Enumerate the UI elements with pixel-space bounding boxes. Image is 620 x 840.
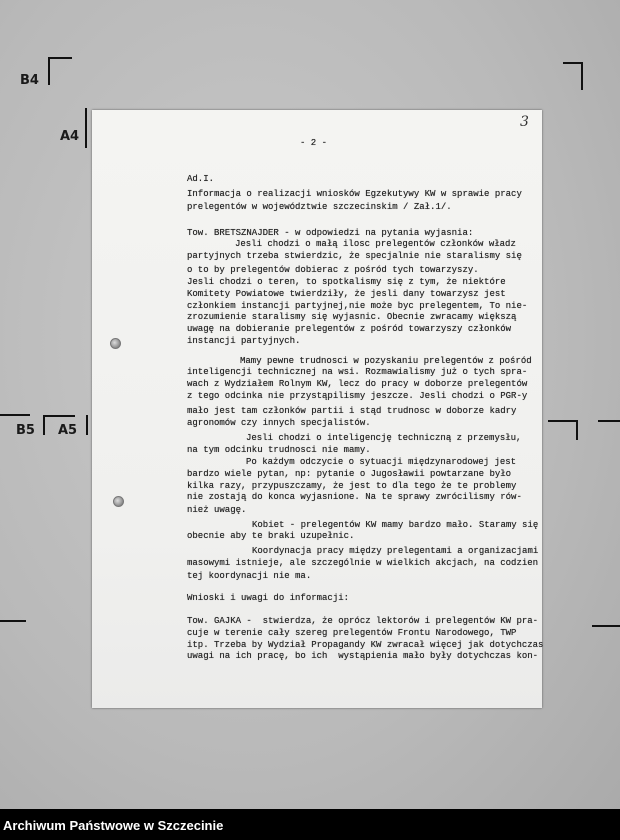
marker-b5: B5	[16, 423, 35, 438]
text-line: Jesli chodzi o inteligencję techniczną z przemysłu,	[246, 433, 522, 443]
text-line: inteligencji technicznej na wsi. Rozmawialismy już o tych spra-	[187, 367, 528, 377]
text-line: Komitety Powiatowe twierdziły, że jesli dany towarzysz jest	[187, 289, 506, 299]
handwritten-page-number: 3	[520, 114, 529, 130]
document-page	[92, 110, 542, 708]
marker-b4: B4	[20, 73, 39, 88]
footer-bar	[0, 809, 620, 840]
text-line: o to by prelegentów dobierac z pośród tych towarzyszy.	[187, 265, 479, 275]
text-line: cuje w terenie cały szereg prelegentów Frontu Narodowego, TWP	[187, 628, 517, 638]
text-line: Jesli chodzi o teren, to spotkalismy się z tym, że niektóre	[187, 277, 506, 287]
crop-mark	[48, 57, 72, 59]
punch-hole-icon	[113, 496, 124, 507]
text-line: Wnioski i uwagi do informacji:	[187, 593, 350, 603]
crop-mark	[0, 620, 26, 622]
archive-name: Archiwum Państwowe w Szczecinie	[3, 818, 224, 833]
crop-mark	[548, 420, 578, 422]
text-line: Po każdym odczycie o sytuacji międzynarodowej jest	[246, 457, 517, 467]
crop-mark	[0, 414, 30, 416]
page-header-number: - 2 -	[300, 138, 328, 148]
text-line: nie zostają do konca wyjasnione. Na te sprawy zwrócilismy rów-	[187, 492, 522, 502]
marker-a5: A5	[58, 423, 78, 438]
text-line: bardzo wiele pytan, np: pytanie o Jugosławii powtarzane było	[187, 469, 512, 479]
crop-mark	[43, 415, 45, 435]
text-line: tej koordynacji nie ma.	[187, 571, 312, 581]
crop-mark	[48, 57, 50, 85]
crop-mark	[43, 415, 75, 417]
text-line: partyjnych trzeba stwierdzic, że specjalnie nie staralismy się	[187, 251, 522, 261]
text-line: na tym odcinku trudnosci nie mamy.	[187, 445, 371, 455]
text-line: wach z Wydziałem Rolnym KW, lecz do pracy w doborze prelegentów	[187, 379, 528, 389]
text-line: Jesli chodzi o małą ilosc prelegentów członków władz	[235, 239, 516, 249]
text-line: itp. Trzeba by Wydział Propagandy KW zwracał więcej jak dotychczas	[187, 640, 544, 650]
text-line: Tow. BRETSZNAJDER - w odpowiedzi na pytania wyjasnia:	[187, 228, 474, 238]
crop-mark	[598, 420, 620, 422]
text-line: Tow. GAJKA - stwierdza, że oprócz lektorów i prelegentów KW pra-	[187, 616, 539, 626]
text-line: z tego odcinka nie przystąpilismy jeszcze. Jesli chodzi o PGR-y	[187, 391, 528, 401]
text-line: agronomów czy innych specjalistów.	[187, 418, 371, 428]
text-line: nież uwagę.	[187, 505, 247, 515]
crop-mark	[581, 62, 583, 90]
text-line: kilka razy, przypuszczamy, że jest to dla tego że te problemy	[187, 481, 517, 491]
text-line: Informacja o realizacji wniosków Egzekutywy KW w sprawie pracy	[187, 189, 522, 199]
crop-mark	[86, 415, 88, 435]
text-line: Kobiet - prelegentów KW mamy bardzo mało. Staramy się	[252, 520, 539, 530]
crop-mark	[592, 625, 620, 627]
text-line: zrozumienie staralismy się wyjasnic. Obecnie zwracamy większą	[187, 312, 517, 322]
marker-a4: A4	[60, 129, 80, 144]
text-line: obecnie aby te braki uzupełnic.	[187, 531, 355, 541]
text-line: Koordynacja pracy między prelegentami a organizacjami	[252, 546, 539, 556]
crop-mark	[85, 108, 87, 148]
text-line: Mamy pewne trudnosci w pozyskaniu prelegentów z pośród	[240, 356, 532, 366]
text-line: masowymi istnieje, ale szczególnie w wielkich akcjach, na codzien	[187, 558, 539, 568]
text-line: uwagę na dobieranie prelegentów z pośród towarzyszy członków	[187, 324, 512, 334]
crop-mark	[576, 420, 578, 440]
crop-mark	[563, 62, 583, 64]
text-line: prelegentów w województwie szczecinskim / Zał.1/.	[187, 202, 452, 212]
punch-hole-icon	[110, 338, 121, 349]
text-line: członkiem instancji partyjnej,nie może byc prelegentem, To nie-	[187, 301, 528, 311]
text-line: mało jest tam członków partii i stąd trudnosc w doborze kadry	[187, 406, 517, 416]
text-line: Ad.I.	[187, 174, 215, 184]
text-line: uwagi na ich pracę, bo ich wystąpienia mało były dotychczas kon-	[187, 651, 539, 661]
text-line: instancji partyjnych.	[187, 336, 301, 346]
